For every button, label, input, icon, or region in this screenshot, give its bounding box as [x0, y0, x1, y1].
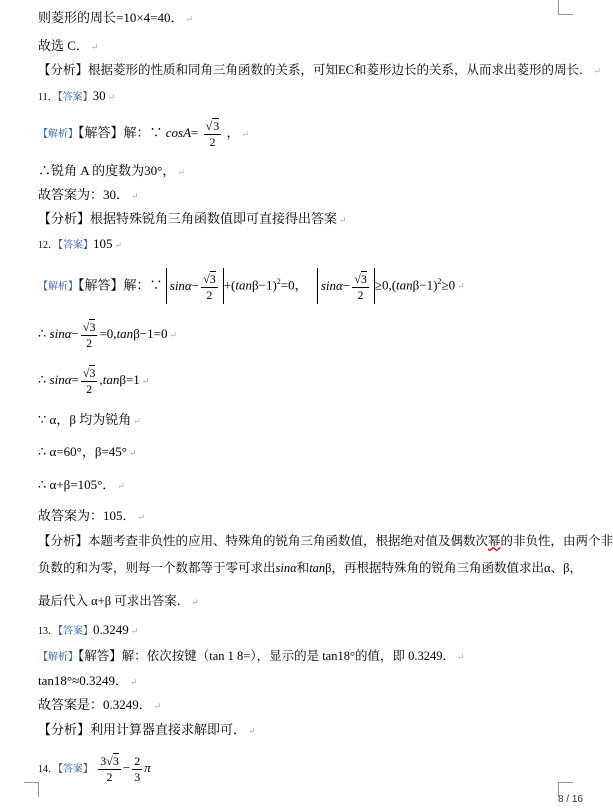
- answer-tag: 【答案】: [58, 240, 93, 251]
- paragraph-mark: ↵: [129, 677, 138, 687]
- paragraph-mark: ↵: [177, 167, 185, 177]
- fraction-sqrt3-over-2: $\frac{√3}{2}$: [205, 118, 220, 149]
- answer-tag: 【答案】: [57, 92, 93, 103]
- q11-angle-line: ∴锐角 A 的度数为30°， ↵: [38, 163, 185, 178]
- absolute-value: sinα− $\frac{√3}{2}$: [166, 268, 224, 304]
- paragraph-mark: ↵: [90, 42, 99, 52]
- line-choose-c: 故选 C． ↵: [38, 38, 99, 53]
- q12-sum-line: ∴ α+β=105°． ↵: [38, 477, 125, 492]
- q11-analysis-line: 【分析】根据特殊锐角三角函数值即可直接得出答案 ↵: [38, 211, 347, 226]
- paragraph-mark: ↵: [241, 129, 250, 139]
- analysis-tag: 【解析】: [38, 129, 78, 140]
- answer-tag: 【答案】: [58, 626, 93, 637]
- q11-answer-line: 11．【答案】30 ↵: [38, 88, 116, 103]
- fraction-2-over-3: $\frac{2}{3}$: [134, 753, 141, 784]
- q13-answer-line: 13．【答案】0.3249 ↵: [38, 622, 139, 637]
- q12-analysis-3: 最后代入 α+β 可求出答案． ↵: [38, 594, 199, 608]
- paragraph-mark: ↵: [131, 191, 139, 201]
- paragraph-mark: ↵: [185, 14, 194, 24]
- line-perimeter: 则菱形的周长=10×4=40． ↵: [38, 10, 194, 25]
- q12-solution-line: 【解析】【解答】解：∵ sinα− $\frac{√3}{2}$ $+(\tan\beta-1)^2=0$， sinα− $\frac{√3}{2}$ $\ge 0,(\tan\beta-1)^2\ge 0$ ↵: [38, 264, 465, 305]
- paragraph-mark: ↵: [248, 726, 256, 736]
- paragraph-mark: ↵: [137, 512, 146, 522]
- paragraph-mark: ↵: [129, 448, 137, 458]
- q12-result-line: 故答案为：105． ↵: [38, 508, 146, 523]
- paragraph-mark: ↵: [114, 240, 123, 250]
- paragraph-mark: ↵: [593, 66, 602, 76]
- q13-analysis-line: 【分析】利用计算器直接求解即可． ↵: [38, 722, 256, 737]
- page-number: 8 / 16: [557, 794, 583, 805]
- q12-step2-line: ∴ sinα= $\frac{√3}{2}$ ,tanβ=1 ↵: [38, 365, 150, 396]
- q11-result-line: 故答案为：30． ↵: [38, 187, 139, 202]
- answer-tag: 【答案】: [58, 764, 93, 775]
- q11-solution-line: 【解析】【解答】解：∵ cosA= $\frac{√3}{2}$ ， ↵: [38, 118, 250, 149]
- analysis-tag: 【解析】: [38, 652, 78, 663]
- q13-result-line: 故答案是：0.3249． ↵: [38, 697, 162, 712]
- line-analysis-10: 【分析】根据菱形的性质和同角三角函数的关系，可知EC和菱形边长的关系，从而求出菱形的周长． ↵: [38, 63, 602, 77]
- paragraph-mark: ↵: [191, 597, 199, 607]
- paragraph-mark: ↵: [133, 416, 141, 426]
- paragraph-mark: ↵: [107, 92, 116, 102]
- q12-analysis-2: 负数的和为零，则每一个数都等于零可求出sinα和tanβ，再根据特殊角的锐角三角函数值求出α、β，: [38, 561, 582, 575]
- crop-mark-bl: [24, 782, 39, 797]
- paragraph-mark: ↵: [153, 701, 162, 711]
- paragraph-mark: ↵: [339, 215, 347, 225]
- q12-analysis-1: 【分析】本题考查非负性的应用、特殊角的锐角三角函数值，根据绝对值及偶数次幂的非负性，由两个非: [38, 534, 613, 548]
- q13-solution-line: 【解析】【解答】解：依次按键（tan 1 8=），显示的是 tan18°的值，即 0.3249． ↵: [38, 649, 465, 663]
- crop-mark-tr: [558, 0, 573, 15]
- q12-answer-line: 12．【答案】105 ↵: [38, 236, 123, 251]
- q14-answer-line: 14．【答案】 $\frac{3√3}{2}$ − $\frac{2}{3}$ π: [38, 753, 151, 784]
- paragraph-mark: ↵: [457, 281, 465, 292]
- paragraph-mark: ↵: [456, 652, 465, 662]
- q13-approx-line: tan18°≈0.3249． ↵: [38, 673, 138, 688]
- paragraph-mark: ↵: [117, 481, 125, 491]
- q12-angles-line: ∴ α=60°，β=45° ↵: [38, 444, 137, 459]
- q12-acute-line: ∵ α，β 均为锐角 ↵: [38, 412, 141, 427]
- analysis-tag: 【解析】: [38, 281, 78, 293]
- paragraph-mark: ↵: [130, 626, 139, 636]
- q12-step1-line: ∴ sinα− $\frac{√3}{2}$ =0,tanβ−1=0 ↵: [38, 319, 178, 350]
- fraction-3sqrt3-over-2: $\frac{3√3}{2}$: [100, 753, 119, 784]
- absolute-value: sinα− $\frac{√3}{2}$: [317, 268, 375, 304]
- paragraph-mark: ↵: [169, 330, 178, 340]
- paragraph-mark: ↵: [141, 376, 150, 386]
